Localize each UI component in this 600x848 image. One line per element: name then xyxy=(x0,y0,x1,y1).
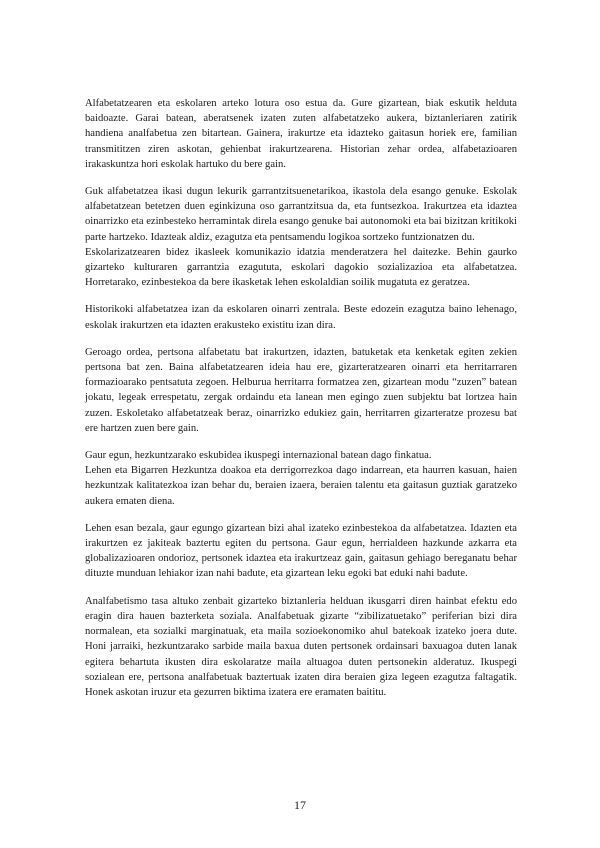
paragraph-right-to-education: Gaur egun, hezkuntzarako eskubidea ikuspegi internazional batean dago finkatua. xyxy=(85,450,432,462)
paragraph-citizen-formation: Geroago ordea, pertsona alfabetatu bat irakurtzen, idazten, batuketak eta kenketak egiten zekien pertsona bat zen. Baina alfabetatzearen ideia hau ere, gizarteratzearen oinarri eta herritarraren formazioarako pentsatuta zegoen. Helburua herritarra formatzea zen, gizartean modu “zuzen” batean jokatu, legeak errespetatu, zergak ordaindu eta lanean men egingo zuen subjektu bat lortzea hain zuzen. Eskoletako alfabetatzeak beraz, oinarrizko edukiez gain, herritarren gizarteratze prozesu bat ere hartzen zuen bere gain. xyxy=(85,346,517,434)
paragraph-illiteracy-effects: Analfabetismo tasa altuko zenbait gizarteko biztanleria helduan ikusgarri diren hainbat efektu edo eragin dira hauen bazterketa soziala. Analfabetuak gizarte “zibilizatuetako” periferian bizi dira normalean, eta sozialki marginatuak, eta maila sozioekonomiko ahul batekoak izateko joera dute. Honi jarraiki, hezkuntzarako sarbide maila baxua duten pertsonek ordainsari baxuagoa duten lanak egitera behartuta ikusten dira eskolaratze maila altuagoa duten pertsonekin alderatuz. Ikuspegi sozialean ere, pertsona analfabetuak baztertuak izaten dira beraien giza legeen ezagutza faltagatik. Honek askotan iruzur eta gezurren biktima izatera ere eramaten baititu. xyxy=(85,595,517,698)
paragraph-schooling-communication: Eskolarizatzearen bidez ikasleek komunikazio idatzia menderatzera hel daitezke. Behin gaurko gizarteko kulturaren garrantzia ezagututa, eskolari dagokio sozializazioa eta alfabetatzea. Horretarako, ezinbestekoa da bere ikasketak lehen eskolaldian soilik mugatuta ez geratzea. xyxy=(85,246,517,289)
paragraph-historical-basis: Historikoki alfabetatzea izan da eskolaren oinarri zentrala. Beste edozein ezagutza baino lehenago, eskolak irakurtzen eta idazten erakusteko existitu izan dira. xyxy=(85,304,517,331)
paragraph-globalization: Lehen esan bezala, gaur egungo gizartean bizi ahal izateko ezinbestekoa da alfabetatzea. Idazten eta irakurtzen ez jakiteak baztertu egiten du pertsona. Gaur egun, herrialdeen hazkunde azkarra eta globalizazioaren ondorioz, pertsonek idaztea eta irakurtzeaz gain, gaitasun gehiago bereganatu behar dituzte munduan lehiakor izan nahi badute, eta gizartean leku egoki bat eduki nahi badute. xyxy=(85,522,517,580)
paragraph-compulsory-education: Lehen eta Bigarren Hezkuntza doakoa eta derrigorrezkoa dago indarrean, eta haurren kasuan, haien hezkuntzak kalitatezkoa izan behar du, beraien izaera, beraien talentu eta gaitasun guztiak garatzeko aukera ematen diena. xyxy=(85,465,517,507)
page-number: 17 xyxy=(294,798,306,812)
paragraph-literacy-school-link: Alfabetatzearen eta eskolaren arteko lotura oso estua da. Gure gizartean, biak eskutik helduta baidoazte. Garai batean, aberatsenek izaten zuten alfabetatzeko aukera, biztanleriaren zatirik handiena analfabetua zen bitartean. Gainera, irakurtze eta idazteko gaitasun horiek ere, familian transmititzen ziren askotan, gehienbat irakurtzearena. Historian zehar ordea, alfabetazioaren irakaskuntza hori eskolak hartuko du bere gain. xyxy=(85,98,517,170)
document-body xyxy=(85,96,517,712)
paragraph-school-role: Guk alfabetatzea ikasi dugun lekurik garrantzitsuenetarikoa, ikastola dela esango genuke. Eskolak alfabetatzean betetzen duen eginkizuna oso garrantzitsua da, eta funtsezkoa. Irakurtzea eta idaztea oinarrizko eta ezinbesteko herramintak direla esango genuke bai autonomoki eta bai bizitzan kritikoki parte hartzeko. Idazteak aldiz, ezagutza eta pentsamendu logikoa sortzeko funtzionatzen du. xyxy=(85,186,517,243)
